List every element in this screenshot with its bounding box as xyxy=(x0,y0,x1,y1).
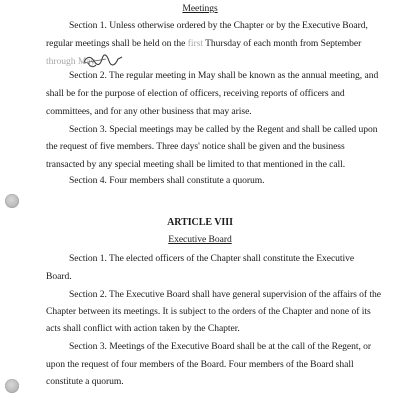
meetings-section-3-line-1: Section 3. Special meetings may be called by the Regent and shall be called upon xyxy=(69,124,378,135)
article-subtitle: Executive Board xyxy=(168,234,232,245)
handwritten-june-annotation xyxy=(82,53,124,70)
meetings-section-3-line-3: transacted by any special meeting shall be limited to that mentioned in the call. xyxy=(46,159,346,170)
meetings-section-2-line-2: shall be for the purpose of election of officers, receiving reports of officers and xyxy=(46,88,345,99)
meetings-section-3-line-2: the request of five members. Three days' notice shall be given and the business xyxy=(46,141,345,152)
board-section-2-line-1: Section 2. The Executive Board shall have general supervision of the affairs of the xyxy=(69,289,381,300)
meetings-section-1-line-1: Section 1. Unless otherwise ordered by the Chapter or by the Executive Board, xyxy=(69,20,368,31)
meetings-section-2-line-3: committees, and for any other business that may arise. xyxy=(46,106,252,117)
punch-hole xyxy=(5,379,19,393)
board-section-2-line-3: acts shall conflict with action taken by the Chapter. xyxy=(46,323,240,334)
struck-word-may: May. xyxy=(77,56,98,67)
board-section-2-line-2: Chapter between its meetings. It is subject to the orders of the Chapter and none of its xyxy=(46,306,371,317)
punch-hole xyxy=(5,194,19,208)
board-section-3-line-1: Section 3. Meetings of the Executive Board shall be at the call of the Regent, or xyxy=(69,341,372,352)
meetings-section-1-line-2 xyxy=(46,38,361,50)
board-section-3-line-2: upon the request of four members of the Board. Four members of the Board shall xyxy=(46,359,354,370)
struck-word-first: first xyxy=(187,38,203,49)
board-section-1-line-2: Board. xyxy=(46,271,72,282)
board-section-1-line-1: Section 1. The elected officers of the Chapter shall constitute the Executive xyxy=(69,253,355,264)
meetings-section-4-line-1: Section 4. Four members shall constitute a quorum. xyxy=(69,175,265,186)
board-section-3-line-3: constitute a quorum. xyxy=(46,376,124,387)
meetings-section-1-line-2c: Thursday of each month from September xyxy=(205,38,362,49)
faded-word-through: through xyxy=(46,56,76,67)
meetings-section-1-line-2a: regular meetings shall be held on the xyxy=(46,38,186,49)
meetings-heading: Meetings xyxy=(182,3,218,14)
meetings-section-2-line-1: Section 2. The regular meeting in May shall be known as the annual meeting, and xyxy=(69,70,379,81)
article-title: ARTICLE VIII xyxy=(167,217,233,228)
